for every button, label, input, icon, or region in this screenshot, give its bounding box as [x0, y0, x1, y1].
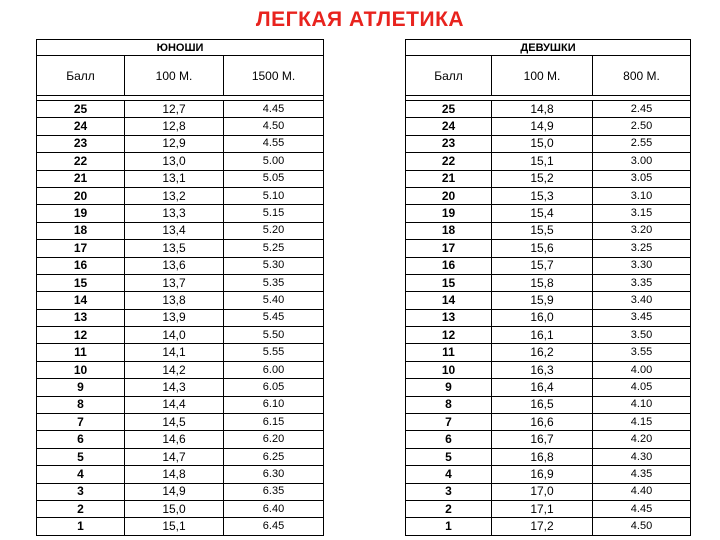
result-long-cell: 6.30: [224, 466, 324, 483]
table-row: [406, 483, 691, 500]
points-cell: 24: [406, 118, 492, 135]
table-row: [37, 118, 324, 135]
table-row: [37, 274, 324, 291]
result-long-cell: 2.55: [593, 135, 691, 152]
points-cell: 17: [406, 240, 492, 257]
table-row: [406, 414, 691, 431]
table-row: [406, 327, 691, 344]
points-cell: 7: [406, 414, 492, 431]
result-100m-cell: 14,2: [125, 361, 224, 378]
points-cell: 19: [37, 205, 125, 222]
result-long-cell: 3.40: [593, 292, 691, 309]
result-100m-cell: 17,1: [492, 500, 593, 517]
points-cell: 6: [37, 431, 125, 448]
boys-group-header: ЮНОШИ: [37, 40, 324, 56]
result-long-cell: 6.05: [224, 379, 324, 396]
result-long-cell: 5.45: [224, 309, 324, 326]
result-long-cell: 6.45: [224, 518, 324, 535]
table-row: [406, 240, 691, 257]
table-row: [37, 170, 324, 187]
result-100m-cell: 13,7: [125, 274, 224, 291]
result-100m-cell: 12,8: [125, 118, 224, 135]
result-100m-cell: 13,5: [125, 240, 224, 257]
points-cell: 17: [37, 240, 125, 257]
result-100m-cell: 16,1: [492, 327, 593, 344]
table-row: [37, 500, 324, 517]
points-cell: 21: [406, 170, 492, 187]
result-long-cell: 4.35: [593, 466, 691, 483]
result-100m-cell: 15,7: [492, 257, 593, 274]
result-100m-cell: 13,6: [125, 257, 224, 274]
result-100m-cell: 15,6: [492, 240, 593, 257]
result-long-cell: 5.00: [224, 153, 324, 170]
result-100m-cell: 16,0: [492, 309, 593, 326]
result-100m-cell: 15,0: [125, 500, 224, 517]
result-100m-cell: 16,7: [492, 431, 593, 448]
table-row: [406, 448, 691, 465]
table-row: [406, 118, 691, 135]
table-row: [37, 431, 324, 448]
result-100m-cell: 14,8: [125, 466, 224, 483]
result-long-cell: 3.10: [593, 187, 691, 204]
result-100m-cell: 12,7: [125, 101, 224, 118]
result-long-cell: 5.10: [224, 187, 324, 204]
table-row: [37, 135, 324, 152]
column-header-100m: 100 М.: [492, 56, 593, 96]
boys-score-table: [36, 39, 324, 536]
result-100m-cell: 14,5: [125, 414, 224, 431]
table-row: [406, 187, 691, 204]
result-long-cell: 6.00: [224, 361, 324, 378]
points-cell: 16: [406, 257, 492, 274]
result-100m-cell: 15,4: [492, 205, 593, 222]
points-cell: 24: [37, 118, 125, 135]
points-cell: 3: [406, 483, 492, 500]
points-cell: 10: [406, 361, 492, 378]
table-row: [37, 448, 324, 465]
table-row: [406, 431, 691, 448]
result-long-cell: 6.15: [224, 414, 324, 431]
table-row: [406, 257, 691, 274]
table-row: [406, 500, 691, 517]
result-long-cell: 2.45: [593, 101, 691, 118]
table-row: [37, 101, 324, 118]
result-long-cell: 4.30: [593, 448, 691, 465]
column-header-points: Балл: [406, 56, 492, 96]
table-row: [406, 361, 691, 378]
result-long-cell: 6.40: [224, 500, 324, 517]
points-cell: 5: [37, 448, 125, 465]
table-row: [37, 257, 324, 274]
points-cell: 12: [406, 327, 492, 344]
result-long-cell: 4.45: [224, 101, 324, 118]
result-long-cell: 5.30: [224, 257, 324, 274]
table-row: [37, 361, 324, 378]
points-cell: 15: [406, 274, 492, 291]
result-long-cell: 4.55: [224, 135, 324, 152]
result-100m-cell: 16,4: [492, 379, 593, 396]
table-row: [406, 518, 691, 535]
result-100m-cell: 14,7: [125, 448, 224, 465]
result-100m-cell: 13,2: [125, 187, 224, 204]
points-cell: 19: [406, 205, 492, 222]
points-cell: 3: [37, 483, 125, 500]
table-row: [406, 205, 691, 222]
table-row: [37, 327, 324, 344]
points-cell: 14: [406, 292, 492, 309]
result-long-cell: 5.25: [224, 240, 324, 257]
result-100m-cell: 13,4: [125, 222, 224, 239]
points-cell: 23: [37, 135, 125, 152]
result-long-cell: 2.50: [593, 118, 691, 135]
table-row: [37, 344, 324, 361]
result-long-cell: 3.25: [593, 240, 691, 257]
result-100m-cell: 15,5: [492, 222, 593, 239]
table-row: [406, 274, 691, 291]
points-cell: 25: [406, 101, 492, 118]
result-long-cell: 3.15: [593, 205, 691, 222]
result-100m-cell: 17,0: [492, 483, 593, 500]
result-100m-cell: 14,8: [492, 101, 593, 118]
girls-group-header: ДЕВУШКИ: [406, 40, 691, 56]
result-100m-cell: 16,8: [492, 448, 593, 465]
points-cell: 22: [406, 153, 492, 170]
points-cell: 23: [406, 135, 492, 152]
points-cell: 9: [406, 379, 492, 396]
points-cell: 11: [37, 344, 125, 361]
table-row: [37, 309, 324, 326]
result-100m-cell: 13,1: [125, 170, 224, 187]
result-100m-cell: 15,1: [125, 518, 224, 535]
points-cell: 7: [37, 414, 125, 431]
result-100m-cell: 14,0: [125, 327, 224, 344]
result-100m-cell: 13,8: [125, 292, 224, 309]
points-cell: 10: [37, 361, 125, 378]
result-100m-cell: 16,5: [492, 396, 593, 413]
result-100m-cell: 16,3: [492, 361, 593, 378]
result-long-cell: 4.20: [593, 431, 691, 448]
points-cell: 16: [37, 257, 125, 274]
table-row: [37, 414, 324, 431]
column-header-1500m: 1500 М.: [224, 56, 324, 96]
points-cell: 1: [406, 518, 492, 535]
table-row: [37, 379, 324, 396]
column-header-100m: 100 М.: [125, 56, 224, 96]
result-100m-cell: 14,3: [125, 379, 224, 396]
table-row: [406, 153, 691, 170]
table-row: [37, 518, 324, 535]
result-100m-cell: 15,1: [492, 153, 593, 170]
table-row: [37, 187, 324, 204]
result-long-cell: 4.50: [224, 118, 324, 135]
result-100m-cell: 15,0: [492, 135, 593, 152]
points-cell: 20: [37, 187, 125, 204]
result-long-cell: 5.05: [224, 170, 324, 187]
points-cell: 8: [406, 396, 492, 413]
table-row: [406, 466, 691, 483]
points-cell: 25: [37, 101, 125, 118]
points-cell: 21: [37, 170, 125, 187]
result-long-cell: 4.05: [593, 379, 691, 396]
result-long-cell: 5.55: [224, 344, 324, 361]
result-long-cell: 3.30: [593, 257, 691, 274]
result-100m-cell: 13,9: [125, 309, 224, 326]
points-cell: 13: [37, 309, 125, 326]
points-cell: 2: [37, 500, 125, 517]
points-cell: 4: [406, 466, 492, 483]
result-100m-cell: 14,4: [125, 396, 224, 413]
table-row: [406, 135, 691, 152]
result-100m-cell: 14,6: [125, 431, 224, 448]
points-cell: 2: [406, 500, 492, 517]
result-100m-cell: 13,0: [125, 153, 224, 170]
result-100m-cell: 14,9: [492, 118, 593, 135]
points-cell: 15: [37, 274, 125, 291]
points-cell: 22: [37, 153, 125, 170]
result-100m-cell: 14,9: [125, 483, 224, 500]
points-cell: 6: [406, 431, 492, 448]
result-100m-cell: 15,3: [492, 187, 593, 204]
points-cell: 18: [37, 222, 125, 239]
result-long-cell: 4.15: [593, 414, 691, 431]
table-row: [37, 240, 324, 257]
result-long-cell: 4.45: [593, 500, 691, 517]
points-cell: 13: [406, 309, 492, 326]
points-cell: 1: [37, 518, 125, 535]
table-row: [406, 170, 691, 187]
result-long-cell: 6.10: [224, 396, 324, 413]
result-long-cell: 3.55: [593, 344, 691, 361]
result-long-cell: 3.45: [593, 309, 691, 326]
table-row: [406, 292, 691, 309]
girls-score-table: [405, 39, 691, 536]
table-row: [406, 101, 691, 118]
points-cell: 12: [37, 327, 125, 344]
result-long-cell: 3.35: [593, 274, 691, 291]
boys-table-body: [37, 101, 324, 536]
table-row: [406, 396, 691, 413]
points-cell: 8: [37, 396, 125, 413]
result-long-cell: 4.00: [593, 361, 691, 378]
table-row: [37, 222, 324, 239]
result-100m-cell: 16,9: [492, 466, 593, 483]
table-row: [37, 466, 324, 483]
girls-table-body: [406, 101, 691, 536]
points-cell: 14: [37, 292, 125, 309]
table-row: [37, 153, 324, 170]
result-long-cell: 5.35: [224, 274, 324, 291]
result-100m-cell: 17,2: [492, 518, 593, 535]
result-long-cell: 4.50: [593, 518, 691, 535]
result-long-cell: 5.40: [224, 292, 324, 309]
result-long-cell: 3.00: [593, 153, 691, 170]
points-cell: 5: [406, 448, 492, 465]
points-cell: 18: [406, 222, 492, 239]
result-100m-cell: 15,9: [492, 292, 593, 309]
page-title: ЛЕГКАЯ АТЛЕТИКА: [255, 8, 465, 31]
result-100m-cell: 15,8: [492, 274, 593, 291]
result-long-cell: 6.25: [224, 448, 324, 465]
result-long-cell: 3.20: [593, 222, 691, 239]
result-100m-cell: 12,9: [125, 135, 224, 152]
result-100m-cell: 16,2: [492, 344, 593, 361]
result-long-cell: 5.20: [224, 222, 324, 239]
result-long-cell: 5.15: [224, 205, 324, 222]
points-cell: 9: [37, 379, 125, 396]
result-long-cell: 5.50: [224, 327, 324, 344]
column-header-points: Балл: [37, 56, 125, 96]
points-cell: 4: [37, 466, 125, 483]
table-row: [37, 483, 324, 500]
column-header-800m: 800 М.: [593, 56, 691, 96]
result-long-cell: 3.50: [593, 327, 691, 344]
result-long-cell: 6.35: [224, 483, 324, 500]
result-long-cell: 4.10: [593, 396, 691, 413]
result-100m-cell: 13,3: [125, 205, 224, 222]
table-row: [406, 222, 691, 239]
result-long-cell: 4.40: [593, 483, 691, 500]
table-row: [406, 379, 691, 396]
points-cell: 20: [406, 187, 492, 204]
result-100m-cell: 15,2: [492, 170, 593, 187]
table-row: [37, 396, 324, 413]
result-long-cell: 3.05: [593, 170, 691, 187]
table-row: [406, 309, 691, 326]
result-100m-cell: 14,1: [125, 344, 224, 361]
table-row: [37, 205, 324, 222]
result-long-cell: 6.20: [224, 431, 324, 448]
points-cell: 11: [406, 344, 492, 361]
table-row: [406, 344, 691, 361]
table-row: [37, 292, 324, 309]
result-100m-cell: 16,6: [492, 414, 593, 431]
